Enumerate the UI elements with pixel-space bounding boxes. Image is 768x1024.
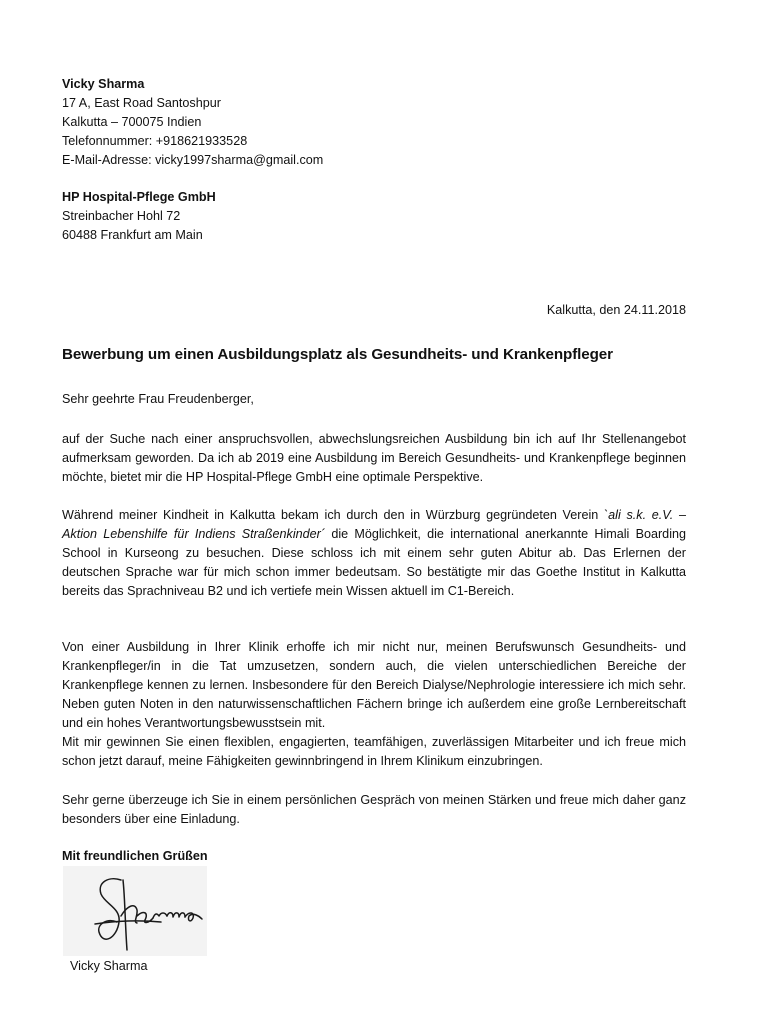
body-paragraph-1 [62,430,686,487]
recipient-address [62,188,686,245]
handwritten-signature [63,866,207,956]
sender-phone: Telefonnummer: +918621933528 [62,134,248,148]
sender-name: Vicky Sharma [62,77,145,91]
letter-subject: Bewerbung um einen Ausbildungsplatz als Gesundheits- und Krankenpfleger [62,346,613,363]
paragraph-2-start: Während meiner Kindheit in Kalkutta bekam ich durch den in Würzburg gegründeten Verein [62,508,604,522]
signature-image [63,866,207,956]
recipient-company: HP Hospital-Pflege GmbH [62,190,216,204]
salutation: Sehr geehrte Frau Freudenberger, [62,392,254,406]
paragraph-4-text: Sehr gerne überzeuge ich Sie in einem persönlichen Gespräch von meinen Stärken und freue mich daher ganz besonders über eine Einladung. [62,793,686,826]
paragraph-3a-text: Von einer Ausbildung in Ihrer Klinik erhoffe ich mir nicht nur, meinen Berufswunsch Gesundheits- und Krankenpfleger/in in die Tat umzusetzen, sondern auch, die vielen unterschiedlichen Bereiche der Krankenpflege kennen zu lernen. Insbesondere für den Bereich Dialyse/Nephrologie interessiere ich mich sehr. Neben guten Noten in den naturwissenschaftlichen Fächern bringe ich außerdem eine große Lernbereitschaft und ein hohes Verantwortungsbewusstsein mit. [62,640,686,730]
body-paragraph-4 [62,791,686,829]
paragraph-2-end: die Möglichkeit, die international anerkannte Himali Boarding School in Kurseong zu besuchen. Diese schloss ich mit einem sehr guten Abitur ab. Das Erlernen der deutschen Sprache war für mich schon immer bedeutsam. So bestätigte mir das Goethe Institut in Kalkutta bereits das Sprachniveau B2 und ich vertiefe mein Wissen aktuell im C1-Bereich. [62,527,686,598]
sender-address [62,75,686,170]
sender-street: 17 A, East Road Santoshpur [62,96,221,110]
body-paragraph-3 [62,638,686,771]
paragraph-1-text: auf der Suche nach einer anspruchsvollen, abwechslungsreichen Ausbildung bin ich auf Ihr Stellenangebot aufmerksam geworden. Da ich ab 2019 eine Ausbildung im Bereich Gesundheits- und Krankenpflege beginnen möchte, bietet mir die HP Hospital-Pflege GmbH eine optimale Perspektive. [62,432,686,484]
organization-name: `ali s.k. e.V. – Aktion Lebenshilfe für Indiens Straßenkinder´ [62,508,686,541]
recipient-city: 60488 Frankfurt am Main [62,228,203,242]
body-paragraph-2 [62,506,686,601]
paragraph-3b-text: Mit mir gewinnen Sie einen flexiblen, engagierten, teamfähigen, zuverlässigen Mitarbeiter und ich freue mich schon jetzt darauf, meine Fähigkeiten gewinnbringend in Ihrem Klinikum einzubringen. [62,735,686,768]
signer-name: Vicky Sharma [70,959,148,973]
letter-date: Kalkutta, den 24.11.2018 [546,303,686,317]
recipient-street: Streinbacher Hohl 72 [62,209,181,223]
closing: Mit freundlichen Grüßen [62,849,208,863]
sender-city: Kalkutta – 700075 Indien [62,115,202,129]
sender-email: E-Mail-Adresse: vicky1997sharma@gmail.com [62,153,324,167]
paragraph-2-text [62,506,686,601]
